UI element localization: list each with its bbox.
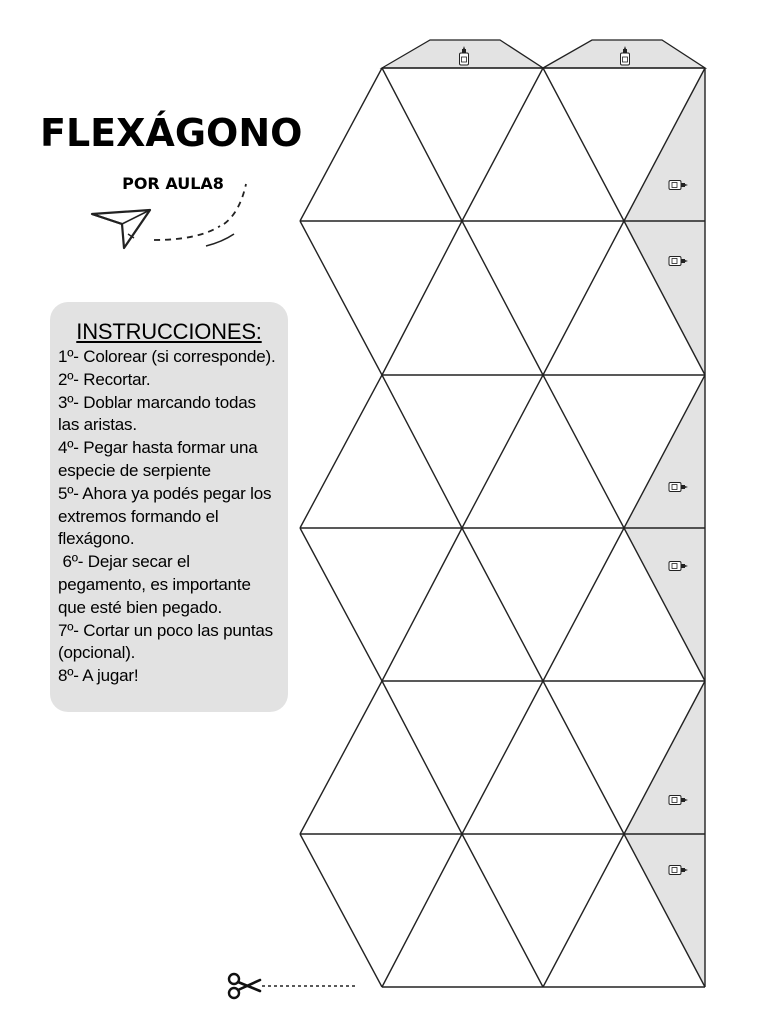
instruction-step-3: 3º- Doblar marcando todas las aristas. — [58, 392, 256, 435]
fold-line-diagonal-26 — [300, 834, 382, 987]
instruction-step-5: 5º- Ahora ya podés pegar los extremos formando el flexágono. — [58, 483, 272, 549]
fold-line-diagonal-6 — [300, 221, 382, 375]
fold-line-diagonal-7 — [382, 221, 462, 375]
fold-line-diagonal-29 — [543, 834, 624, 987]
page-subtitle: POR AULA8 — [122, 174, 224, 193]
fold-line-diagonal-4 — [543, 68, 624, 221]
instruction-step-6: 6º- Dejar secar el pegamento, es importante que esté bien pegado. — [58, 552, 256, 617]
fold-line-diagonal-21 — [300, 681, 382, 834]
fold-line-diagonal-19 — [543, 528, 624, 681]
fold-line-diagonal-27 — [382, 834, 462, 987]
fold-line-diagonal-24 — [543, 681, 624, 834]
fold-line-diagonal-8 — [462, 221, 543, 375]
fold-line-diagonal-9 — [543, 221, 624, 375]
scissors-icon — [229, 974, 260, 998]
fold-line-diagonal-13 — [462, 375, 543, 528]
page-title: FLEXÁGONO — [40, 111, 303, 155]
fold-line-diagonal-23 — [462, 681, 543, 834]
fold-line-diagonal-14 — [543, 375, 624, 528]
fold-line-diagonal-17 — [382, 528, 462, 681]
fold-line-diagonal-12 — [382, 375, 462, 528]
fold-line-diagonal-1 — [300, 68, 382, 221]
fold-line-diagonal-11 — [300, 375, 382, 528]
fold-line-diagonal-16 — [300, 528, 382, 681]
fold-line-diagonal-3 — [462, 68, 543, 221]
instruction-step-4: 4º- Pegar hasta formar una especie de serpiente — [58, 438, 258, 480]
fold-line-diagonal-28 — [462, 834, 543, 987]
fold-line-diagonal-22 — [382, 681, 462, 834]
instruction-step-7: 7º- Cortar un poco las puntas (opcional). — [58, 620, 273, 663]
fold-line-diagonal-18 — [462, 528, 543, 681]
instruction-step-2: 2º- Recortar. — [58, 369, 151, 389]
instruction-step-8: 8º- A jugar! — [58, 666, 139, 686]
fold-line-diagonal-2 — [382, 68, 462, 221]
cut-line — [226, 970, 358, 1002]
instruction-step-1: 1º- Colorear (si corresponde). — [58, 347, 276, 366]
instructions-heading: INSTRUCCIONES: — [76, 319, 262, 344]
